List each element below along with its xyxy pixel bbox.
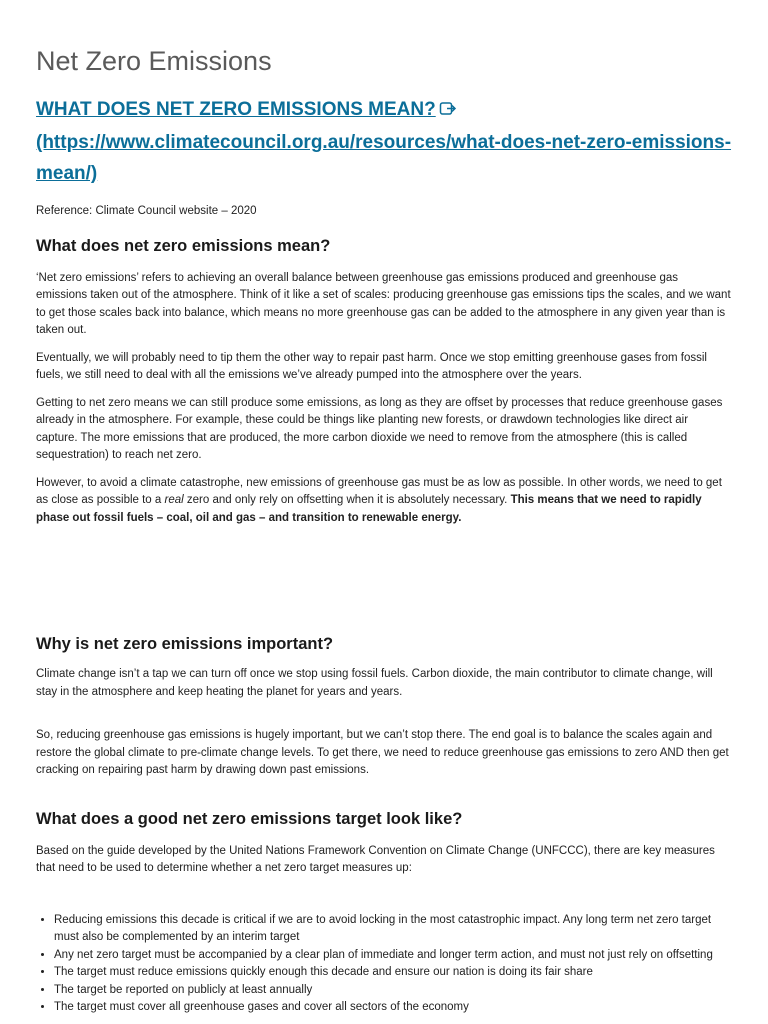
source-url-text: (https://www.climatecouncil.org.au/resources/what-does-net-zero-emissions-mean/) [36,132,732,184]
paragraph-climate-tap: Climate change isn’t a tap we can turn off once we stop using fossil fuels. Carbon dioxide, the main contributor to climate change, will stay in the atmosphere and keep heating the planet for years and years. [36,668,713,698]
list-item: • The target must reduce emissions quickly enough this decade and ensure our nation is doing its fair share [54,964,732,982]
source-link-heading [36,94,732,189]
bold-statement: This means that we need to rapidly phase out fossil fuels – coal, oil and gas – and transition to renewable energy. [36,494,702,524]
paragraph-text: However, to avoid a climate catastrophe, new emissions of greenhouse gas must be as low as possible. In other words, we need to get as close as possible to a [36,476,722,506]
external-link-icon[interactable] [439,96,457,127]
reference-text: Reference: Climate Council website – 2020 [36,205,257,217]
target-measures-list [36,912,732,1017]
paragraph-repair-past-harm: Eventually, we will probably need to tip them the other way to repair past harm. Once we stop emitting greenhouse gases from fossil fuels, we still need to deal with all the emissions we’ve already pumped into the atmosphere over the years. [36,351,707,381]
list-item: • Reducing emissions this decade is critical if we are to avoid locking in the most catastrophic impact. Any long term net zero target must also be complemented by an interim target [54,912,732,947]
emphasis-real: real [164,494,184,506]
source-link[interactable] [36,99,436,120]
page-title: Net Zero Emissions [36,46,272,76]
list-item: • The target be reported on publicly at least annually [54,982,732,1000]
heading-what-does-net-zero-mean: What does net zero emissions mean? [36,236,331,255]
paragraph-avoid-catastrophe [36,475,732,528]
paragraph-text: zero and only rely on offsetting when it is absolutely necessary. [183,494,511,506]
paragraph-offsets: Getting to net zero means we can still produce some emissions, as long as they are offset by processes that reduce greenhouse gases already in the atmosphere. For example, these could be things like planting new forests, or drawdown technologies like direct air capture. The more emissions that are produced, the more carbon dioxide we need to remove from the atmosphere (this is called sequestration) to reach net zero. [36,396,723,461]
list-item: • The target must cover all greenhouse gases and cover all sectors of the economy [54,999,732,1017]
heading-good-target: What does a good net zero emissions target look like? [36,809,463,828]
source-url-link[interactable] [36,132,731,184]
paragraph-end-goal: So, reducing greenhouse gas emissions is hugely important, but we can’t stop there. The end goal is to balance the scales again and restore the global climate to pre-climate change levels. To get there, we need to reduce greenhouse gas emissions to zero AND then get cracking on repairing past harm by drawing down past emissions. [36,729,729,776]
heading-why-important: Why is net zero emissions important? [36,635,334,653]
paragraph-unfccc-guide: Based on the guide developed by the United Nations Framework Convention on Climate Change (UNFCCC), there are key measures that need to be used to determine whether a net zero target measures up: [36,844,715,874]
source-link-text: WHAT DOES NET ZERO EMISSIONS MEAN? [36,99,436,120]
list-item: • Any net zero target must be accompanied by a clear plan of immediate and longer term action, and must not just rely on offsetting [54,947,732,965]
paragraph-definition: ‘Net zero emissions’ refers to achieving an overall balance between greenhouse gas emissions produced and greenhouse gas emissions taken out of the atmosphere. Think of it like a set of scales: producing greenhouse gas emissions tips the scales, and we want to get those scales back into balance, which means no more greenhouse gas can be added to the atmosphere in any given year than is taken out. [36,271,731,336]
